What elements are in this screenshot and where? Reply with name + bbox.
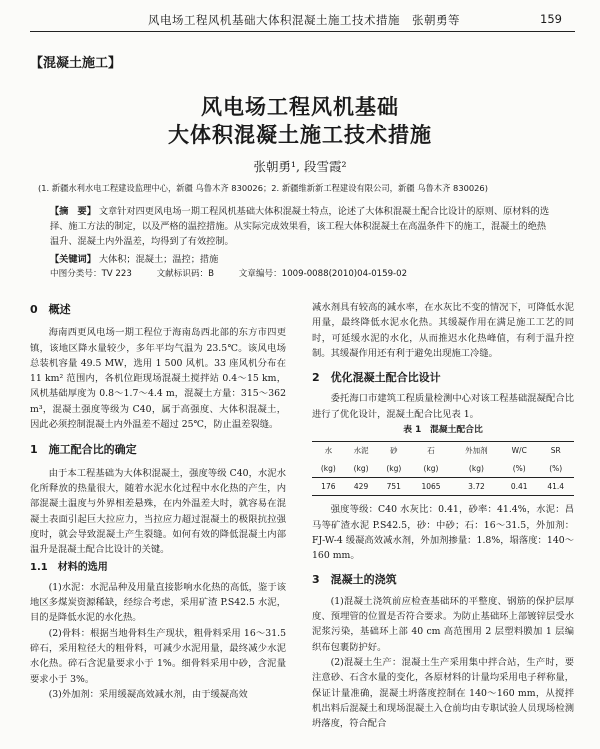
table-cell: 3.72 [452,477,501,495]
abstract-label: 【摘 要】 [50,206,96,217]
table-header: 外加剂 [452,442,501,460]
clc-number: 中图分类号：TV 223 [50,269,132,279]
keywords-text: 大体积；混凝土；温控；措施 [98,254,219,265]
table-header-row [312,442,574,460]
pouring-paragraph-1: (1)混凝土浇筑前应检查基础环的平整度、钢筋的保护层厚度、预埋管的位置是否符合要求。为防止基础环上部镀锌层受水泥浆污染，基础环上部 40 cm 高范围用 2 层塑料膜加 1 层编织布包裹防护好。 [312,595,574,653]
table-cell: 0.41 [501,477,537,495]
table-cell: 176 [312,477,345,495]
section-2-heading: 2 优化混凝土配合比设计 [312,371,441,385]
table-unit: (kg) [312,460,345,478]
page-number: 159 [540,12,562,26]
classification-line [50,267,570,279]
admixture-paragraph: (3)外加剂：采用缓凝高效减水剂，由于缓凝高效 [48,688,248,700]
section-1-1-heading: 1.1 材料的选用 [30,562,108,574]
table-cell: 41.4 [537,477,574,495]
mix-proportion-table [312,441,574,496]
section-0-heading: 0 概述 [30,303,71,316]
section-tag: 【混凝土施工】 [30,56,122,71]
table-header: 水泥 [345,442,378,460]
section-0-paragraph: 海南西更风电场一期工程位于海南岛西北部的东方市四更镇，该地区降水量较少，多年平均气温为 23.5℃。该风电场总装机容量 49.5 MW，选用 1 500 风机。33 座风机分布在 11 km² 范围内，各机位距现场混凝土搅拌站 0.4～15 km，风机基础厚度为 0.8～1.7～4.4 m，混凝土方量：315～362 m³，混凝土强度等级为 C40，属于高强度、大体积混凝土，因此必须控制混凝土内外温差不超过 25℃，防止温差裂缝。 [30,327,286,431]
right-column [312,300,574,731]
table-unit: (%) [501,460,537,478]
left-column [30,300,286,702]
authors: 张朝勇¹, 段雪霞² [253,159,347,174]
document-code: 文献标识码：B [156,269,215,279]
running-title: 风电场工程风机基础大体积混凝土施工技术措施 张朝勇等 [148,13,460,27]
title-line-2: 大体积混凝土施工技术措施 [168,122,432,147]
table-header: 砂 [377,442,410,460]
section-1-paragraph: 由于本工程基础为大体积混凝土，强度等级 C40，水泥水化所释放的热量很大，随着水泥水化过程中水化热的产生，内部混凝土温度与外界相差悬殊，在内外温差大时，就容易在混凝土表面引起巨大拉应力，当拉应力超过混凝土的极限抗拉强度时，就会导致混凝土产生裂缝。如何有效的降低混凝土内部温升是混凝土配合比设计的关键。 [30,467,286,556]
section-1-heading: 1 施工配合比的确定 [30,443,137,457]
keywords-label: 【关键词】 [50,254,96,265]
table-unit-row [312,460,574,478]
table-cell: 751 [377,477,410,495]
section-2-paragraph: 委托海口市建筑工程质量检测中心对该工程基础混凝配合比进行了优化设计，混凝土配合比见表 1。 [312,393,574,420]
table-unit: (%) [537,460,574,478]
section-3-heading: 3 混凝土的浇筑 [312,573,397,587]
title-line-1: 风电场工程风机基础 [201,94,399,119]
cement-paragraph: (1)水泥：水泥品种及用量直接影响水化热的高低，鉴于该地区多煤炭资源稀缺，经综合考虑，采用矿渣 P.S42.5 水泥，目的是降低水泥的水化热。 [30,581,286,624]
table-unit: (kg) [452,460,501,478]
affiliation: (1. 新疆水利水电工程建设监理中心，新疆 乌鲁木齐 830026；2. 新疆维新新工程建设有限公司，新疆 乌鲁木齐 830026) [38,183,488,193]
table-header: 石 [410,442,452,460]
table-header: 水 [312,442,345,460]
table-header: SR [537,442,574,460]
keywords [50,251,550,265]
pouring-paragraph-2: (2)混凝土生产：混凝土生产采用集中拌合站，生产时，要注意砂、石含水量的变化，各原材料的计量均采用电子秤称量，保证计量准确，混凝土坍落度控制在 140～160 mm，从搅拌机出料后混凝土和现场混凝土入仓前均由专职试验人员现场检测坍落度，符合配合 [312,656,574,730]
table-row [312,477,574,495]
running-header [0,12,600,30]
abstract [50,204,550,250]
table-caption: 表 1 混凝土配合比 [403,425,483,436]
header-rule [30,31,575,32]
table-cell: 429 [345,477,378,495]
article-number: 文章编号：1009-0088(2010)04-0159-02 [238,269,408,279]
continued-paragraph: 减水剂具有较高的减水率，在水灰比不变的情况下，可降低水泥用量，最终降低水泥水化热。其缓凝作用在满足施工工艺的同时，可延缓水泥的水化，从而推迟水化热峰值，有利于温升控制。其缓凝作用还有利于避免出现施工冷缝。 [312,302,574,359]
table-unit: (kg) [410,460,452,478]
abstract-text: 文章针对四更风电场一期工程风机基础大体积混凝土特点，论述了大体积混凝土配合比设计的原则、原材料的选择、施工方法的制定，以及严格的温控措施。从实际完成效果看，该工程大体积混凝土在高温条件下的施工，混凝土的绝热温升、混凝土内外温差，均得到了有效控制。 [50,206,550,248]
table-header: W/C [501,442,537,460]
aggregate-paragraph: (2)骨料：根据当地骨料生产现状，粗骨料采用 16～31.5 碎石，采用粒径大的粗骨料，可减少水泥用量，最终减少水泥水化热。碎石含泥量要求小于 1%。细骨料采用中砂，含泥量要求小于 3%。 [30,627,286,685]
table-unit: (kg) [345,460,378,478]
table-cell: 1065 [410,477,452,495]
table-unit: (kg) [377,460,410,478]
mix-spec-paragraph: 强度等级：C40 水灰比：0.41，砂率：41.4%，水泥：昌马等矿渣水泥 P.S42.5，砂：中砂；石：16～31.5，外加剂：FJ-W-4 缓凝高效减水剂，外加剂掺量：1.8%，塌落度：140～160 mm。 [312,504,574,562]
